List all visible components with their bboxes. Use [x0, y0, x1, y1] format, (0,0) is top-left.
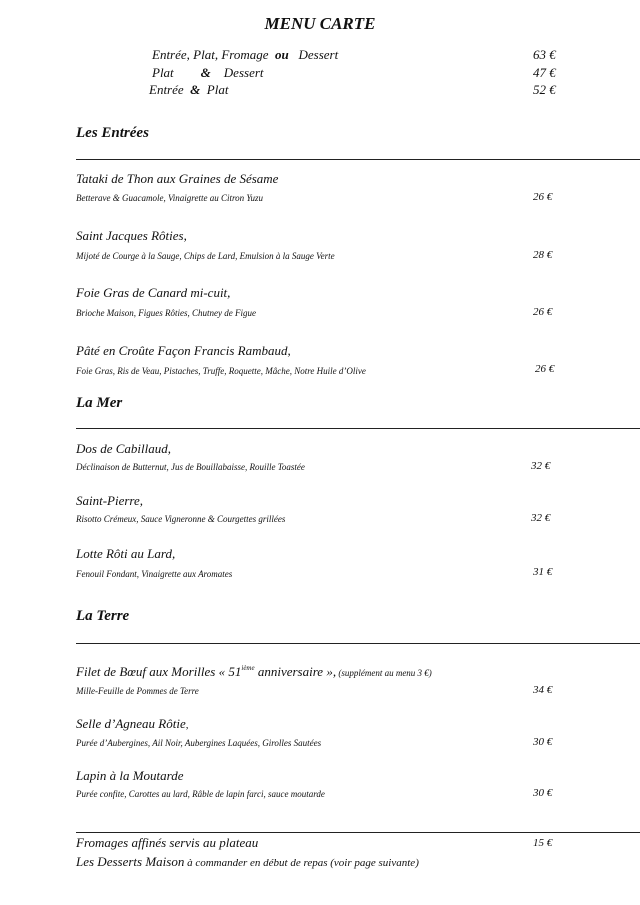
formula-3-connector: & — [190, 82, 201, 97]
section-title-mer: La Mer — [76, 395, 123, 411]
dish-price: 26 € — [535, 363, 555, 375]
dish-price: 34 € — [533, 684, 553, 696]
dish-name-part: Selle d’Agneau Rôtie — [76, 716, 186, 731]
formula-2-part2: Dessert — [223, 65, 264, 80]
dish-description: Mijoté de Courge à la Sauge, Chips de Lard, Emulsion à la Sauge Verte — [76, 251, 335, 261]
dish-name: Lapin à la Moutarde — [76, 768, 184, 783]
dish-price: 30 € — [533, 787, 553, 799]
dish-price: 26 € — [533, 306, 553, 318]
dish-description: Foie Gras, Ris de Veau, Pistaches, Truffe, Roquette, Mâche, Notre Huile d’Olive — [76, 366, 366, 376]
dish-name: Saint-Pierre, — [76, 493, 144, 508]
dish-description: Purée confite, Carottes au lard, Râble de lapin farci, sauce moutarde — [76, 789, 325, 799]
formula-2-connector: & — [200, 65, 211, 80]
dish-name-superscript: ième — [241, 664, 255, 672]
section-divider — [76, 159, 640, 160]
footer-divider — [76, 832, 640, 833]
dish-name: Lotte Rôti au Lard, — [76, 546, 176, 561]
section-title-entrees: Les Entrées — [76, 125, 149, 141]
dish-name-part: anniversaire », — [254, 664, 337, 679]
dish-price: 30 € — [533, 736, 553, 748]
desserts-line — [76, 854, 419, 870]
dish-price: 32 € — [531, 460, 551, 472]
section-divider — [76, 428, 640, 429]
formula-2-part1: Plat — [152, 65, 174, 80]
dish-name: Dos de Cabillaud, — [76, 441, 171, 456]
dish-price: 32 € — [531, 512, 551, 524]
dish-name — [76, 664, 432, 680]
dish-name: Pâté en Croûte Façon Francis Rambaud, — [76, 343, 291, 358]
dish-name: Tataki de Thon aux Graines de Sésame — [76, 171, 279, 186]
dish-description: Déclinaison de Butternut, Jus de Bouillabaisse, Rouille Toastée — [76, 462, 305, 472]
dish-price: 26 € — [533, 191, 553, 203]
supplement-note: (supplément au menu 3 €) — [336, 668, 432, 678]
formula-1 — [152, 47, 338, 63]
formula-1-part1: Entrée, Plat, Fromage — [152, 47, 269, 62]
dish-description: Brioche Maison, Figues Rôties, Chutney de Figue — [76, 308, 256, 318]
dish-name: Foie Gras de Canard mi-cuit, — [76, 285, 231, 300]
dish-name — [76, 716, 189, 732]
formula-2 — [152, 65, 264, 81]
formula-3 — [149, 82, 228, 98]
dish-name-part: Filet de Bœuf aux Morilles « 51 — [76, 664, 242, 679]
formula-3-part2: Plat — [206, 82, 229, 97]
cheese-course: Fromages affinés servis au plateau — [76, 835, 259, 850]
desserts-title: Les Desserts Maison — [76, 854, 185, 869]
dish-price: 28 € — [533, 249, 553, 261]
formula-1-connector: ou — [275, 47, 289, 62]
dish-price: 31 € — [533, 566, 553, 578]
section-title-terre: La Terre — [76, 608, 130, 624]
cheese-price: 15 € — [533, 837, 553, 849]
desserts-note: à commander en début de repas (voir page suivante) — [184, 857, 419, 869]
formula-2-price: 47 € — [533, 65, 556, 80]
dish-name: Saint Jacques Rôties, — [76, 228, 187, 243]
dish-description: Fenouil Fondant, Vinaigrette aux Aromates — [76, 569, 233, 579]
formula-1-price: 63 € — [533, 47, 556, 62]
menu-title: MENU CARTE — [264, 14, 376, 33]
section-divider — [76, 643, 640, 644]
dish-description: Purée d’Aubergines, Ail Noir, Aubergines Laquées, Girolles Sautées — [76, 738, 322, 748]
formula-1-part2: Dessert — [298, 47, 339, 62]
dish-description: Risotto Crémeux, Sauce Vigneronne & Courgettes grillées — [76, 514, 286, 524]
formula-3-part1: Entrée — [149, 82, 184, 97]
dish-description: Betterave & Guacamole, Vinaigrette au Citron Yuzu — [76, 193, 264, 203]
dish-description: Mille-Feuille de Pommes de Terre — [76, 686, 199, 696]
formula-3-price: 52 € — [533, 82, 556, 97]
dish-name-comma: , — [185, 719, 189, 731]
